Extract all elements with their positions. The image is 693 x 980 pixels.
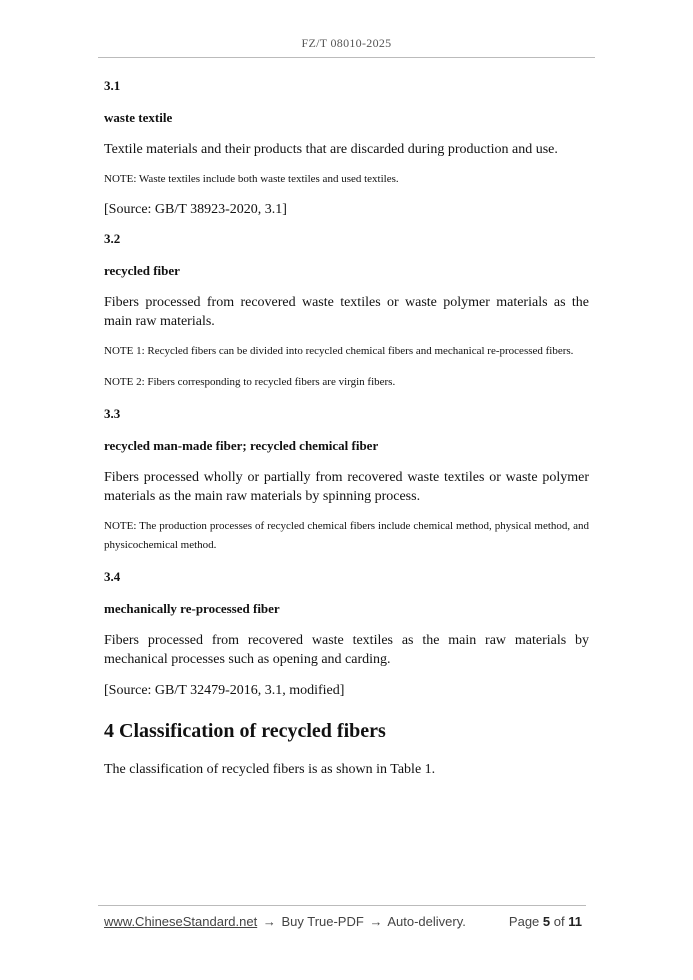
- chapter-4-heading: 4 Classification of recycled fibers: [104, 719, 386, 742]
- chapter-4-text: The classification of recycled fibers is as shown in Table 1.: [104, 761, 436, 777]
- document-body: [104, 72, 589, 779]
- header-divider: [98, 57, 595, 58]
- term-recycled-chemical-fiber: recycled man-made fiber; recycled chemical fiber: [104, 437, 379, 453]
- term-mechanically-reprocessed-fiber: mechanically re-processed fiber: [104, 600, 280, 616]
- footer-divider: [98, 905, 586, 906]
- auto-delivery-text: Auto-delivery.: [387, 914, 466, 929]
- page-label: Page: [508, 914, 540, 929]
- arrow-right-icon: →: [369, 914, 383, 929]
- clause-number-3-2: 3.2: [104, 230, 121, 246]
- document-code-header: FZ/T 08010-2025: [301, 36, 392, 50]
- footer-links: [104, 914, 466, 929]
- buy-true-pdf-text: Buy True-PDF: [281, 914, 364, 929]
- page-total: 11: [568, 914, 582, 929]
- note-1-3-2: NOTE 1: Recycled fibers can be divided into recycled chemical fibers and mechanical re-processed fibers.: [104, 344, 574, 357]
- clause-number-3-1: 3.1: [104, 78, 121, 93]
- definition-3-1: Textile materials and their products that are discarded during production and use.: [104, 142, 558, 157]
- page-indicator: [509, 914, 582, 929]
- definition-3-4: Fibers processed from recovered waste textiles as the main raw materials by mechanical processes such as opening and carding.: [104, 632, 589, 667]
- term-recycled-fiber: recycled fiber: [104, 262, 180, 278]
- source-3-1: [Source: GB/T 38923-2020, 3.1]: [104, 201, 287, 217]
- page-of-label: of: [553, 914, 565, 929]
- clause-number-3-3: 3.3: [104, 405, 121, 421]
- term-waste-textile: waste textile: [104, 110, 173, 125]
- note-2-3-2: NOTE 2: Fibers corresponding to recycled fibers are virgin fibers.: [104, 375, 396, 388]
- page-current: 5: [542, 914, 551, 929]
- arrow-right-icon: →: [262, 914, 276, 929]
- source-3-4: [Source: GB/T 32479-2016, 3.1, modified]: [104, 682, 345, 698]
- definition-3-2: Fibers processed from recovered waste textiles or waste polymer materials as the main raw materials.: [104, 294, 589, 329]
- definition-3-3: Fibers processed wholly or partially from recovered waste textiles or waste polymer materials as the main raw materials by spinning process.: [104, 469, 589, 504]
- clause-number-3-4: 3.4: [104, 568, 121, 584]
- note-3-3: NOTE: The production processes of recycled chemical fibers include chemical method, physical method, and physicochemical method.: [104, 519, 589, 551]
- chinesestandard-link[interactable]: www.ChineseStandard.net: [104, 914, 258, 929]
- note-3-1: NOTE: Waste textiles include both waste textiles and used textiles.: [104, 172, 399, 185]
